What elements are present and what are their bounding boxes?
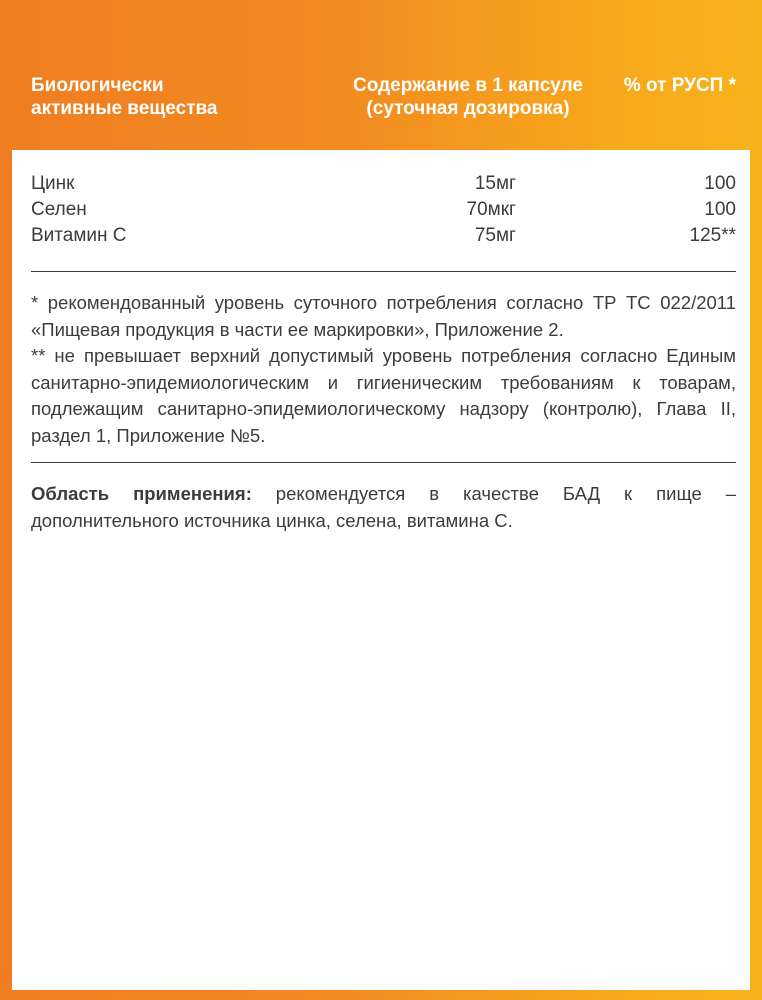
divider xyxy=(31,462,736,463)
header-dose-line1: Содержание в 1 капсуле xyxy=(353,75,583,96)
header-substances-line2: активные вещества xyxy=(31,98,218,119)
footnotes xyxy=(31,290,736,449)
table-row xyxy=(31,171,736,197)
header-percent: % от РУСП * xyxy=(623,75,736,96)
header-substances-line1: Биологически xyxy=(31,75,164,96)
nutrient-name: Цинк xyxy=(31,173,75,194)
nutrient-dose: 70мкг xyxy=(466,199,516,220)
table-header xyxy=(12,0,750,150)
nutrient-percent: 100 xyxy=(704,173,736,194)
footnote-rusp: * рекомендованный уровень суточного потребления согласно ТР ТС 022/2011 «Пищевая продукция в части ее маркировки», Приложение 2. xyxy=(31,292,736,340)
table-row xyxy=(31,223,736,249)
nutrient-percent: 100 xyxy=(704,199,736,220)
nutrient-table xyxy=(31,171,736,249)
footnote-upper-limit: ** не превышает верхний допустимый уровень потребления согласно Единым санитарно-эпидемиологическим и гигиеническим требованиям к товарам, подлежащим санитарно-эпидемиологическому надзору (контролю), Глава II, раздел 1, Приложение №5. xyxy=(31,345,736,446)
header-dose-line2: (суточная дозировка) xyxy=(366,98,570,119)
nutrient-dose: 15мг xyxy=(474,173,516,194)
nutrient-name: Витамин С xyxy=(31,225,127,246)
header-dose xyxy=(338,74,598,120)
nutrient-dose: 75мг xyxy=(474,225,516,246)
content-panel xyxy=(12,150,750,990)
usage-label: Область применения: xyxy=(31,483,252,504)
nutrient-percent: 125** xyxy=(689,225,736,246)
divider xyxy=(31,271,736,272)
header-substances xyxy=(31,74,281,120)
usage-text: рекомендуется в качестве БАД к пище – дополнительного источника цинка, селена, витамина С. xyxy=(31,483,736,531)
nutrient-name: Селен xyxy=(31,199,87,220)
table-row xyxy=(31,197,736,223)
usage-section xyxy=(31,481,736,534)
